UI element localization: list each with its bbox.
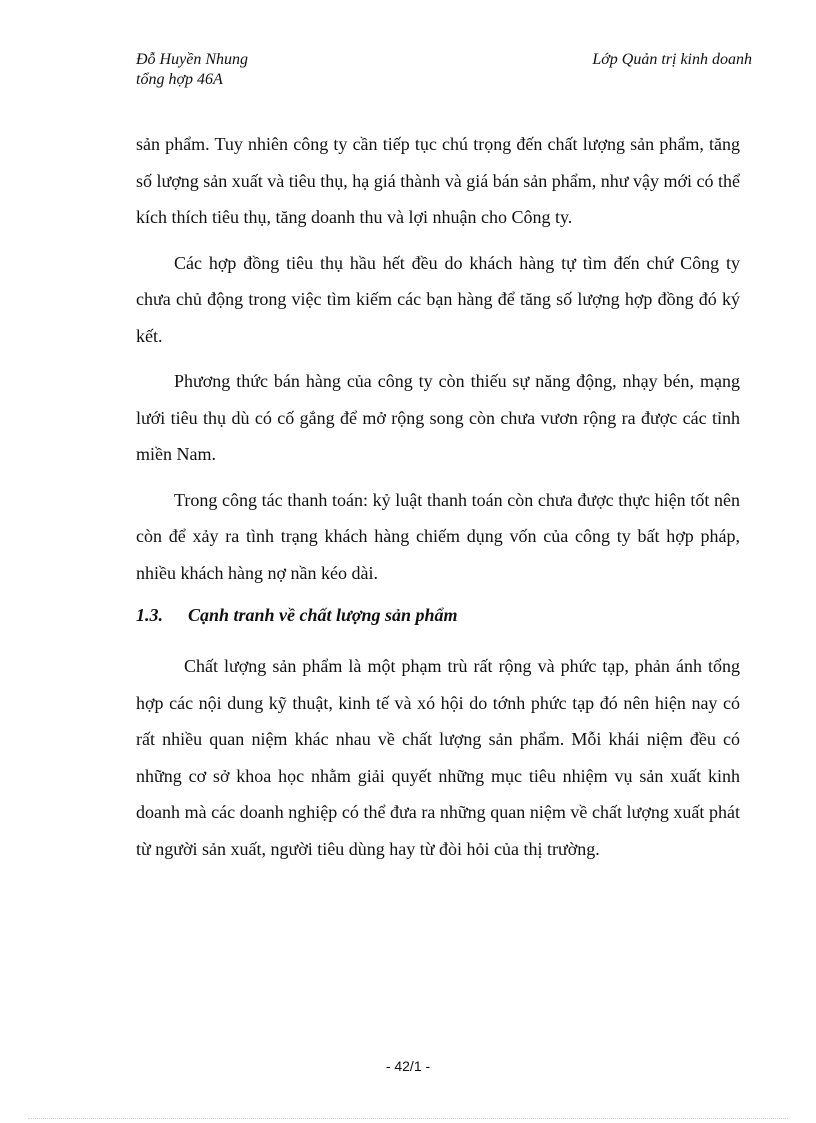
author-name: Đỗ Huyền Nhung bbox=[136, 51, 248, 68]
document-body bbox=[136, 126, 740, 876]
author-class-group: tổng hợp 46A bbox=[136, 71, 223, 88]
section-title: Cạnh tranh về chất lượng sản phẩm bbox=[188, 605, 458, 625]
paragraph-quality: Chất lượng sản phẩm là một phạm trù rất rộng và phức tạp, phản ánh tổng hợp các nội dung kỹ thuật, kinh tế và xó hội do tớnh phức tạp đó nên hiện nay có rất nhiều quan niệm khác nhau về chất lượng sản phẩm. Mỗi khái niệm đều có những cơ sở khoa học nhằm giải quyết những mục tiêu nhiệm vụ sản xuất kinh doanh mà các doanh nghiệp có thể đưa ra những quan niệm về chất lượng xuất phát từ người sản xuất, người tiêu dùng hay từ đòi hỏi của thị trường. bbox=[136, 656, 740, 859]
footer-divider bbox=[28, 1118, 788, 1119]
paragraph-sales-method: Phương thức bán hàng của công ty còn thiếu sự năng động, nhạy bén, mạng lưới tiêu thụ dù có cố gắng để mở rộng song còn chưa vươn rộng ra được các tỉnh miền Nam. bbox=[136, 371, 740, 464]
page-number: - 42/1 - bbox=[385, 1058, 431, 1074]
paragraph-contracts: Các hợp đồng tiêu thụ hầu hết đều do khách hàng tự tìm đến chứ Công ty chưa chủ động trong việc tìm kiếm các bạn hàng để tăng số lượng hợp đồng đó ký kết. bbox=[136, 252, 740, 346]
section-heading bbox=[136, 600, 740, 630]
paragraph-continuation: sản phẩm. Tuy nhiên công ty cần tiếp tục chú trọng đến chất lượng sản phẩm, tăng số lượng sản xuất và tiêu thụ, hạ giá thành và giá bán sản phẩm, như vậy mới có thể kích thích tiêu thụ, tăng doanh thu và lợi nhuận cho Công ty. bbox=[136, 134, 740, 227]
paragraph-payment: Trong công tác thanh toán: kỷ luật thanh toán còn chưa được thực hiện tốt nên còn để xảy ra tình trạng khách hàng chiếm dụng vốn của công ty bất hợp pháp, nhiều khách hàng nợ nần kéo dài. bbox=[136, 489, 740, 583]
page-header-class: Lớp Quản trị kinh doanh bbox=[592, 51, 752, 68]
section-number: 1.3. bbox=[136, 605, 163, 625]
page-header-author bbox=[136, 50, 248, 90]
